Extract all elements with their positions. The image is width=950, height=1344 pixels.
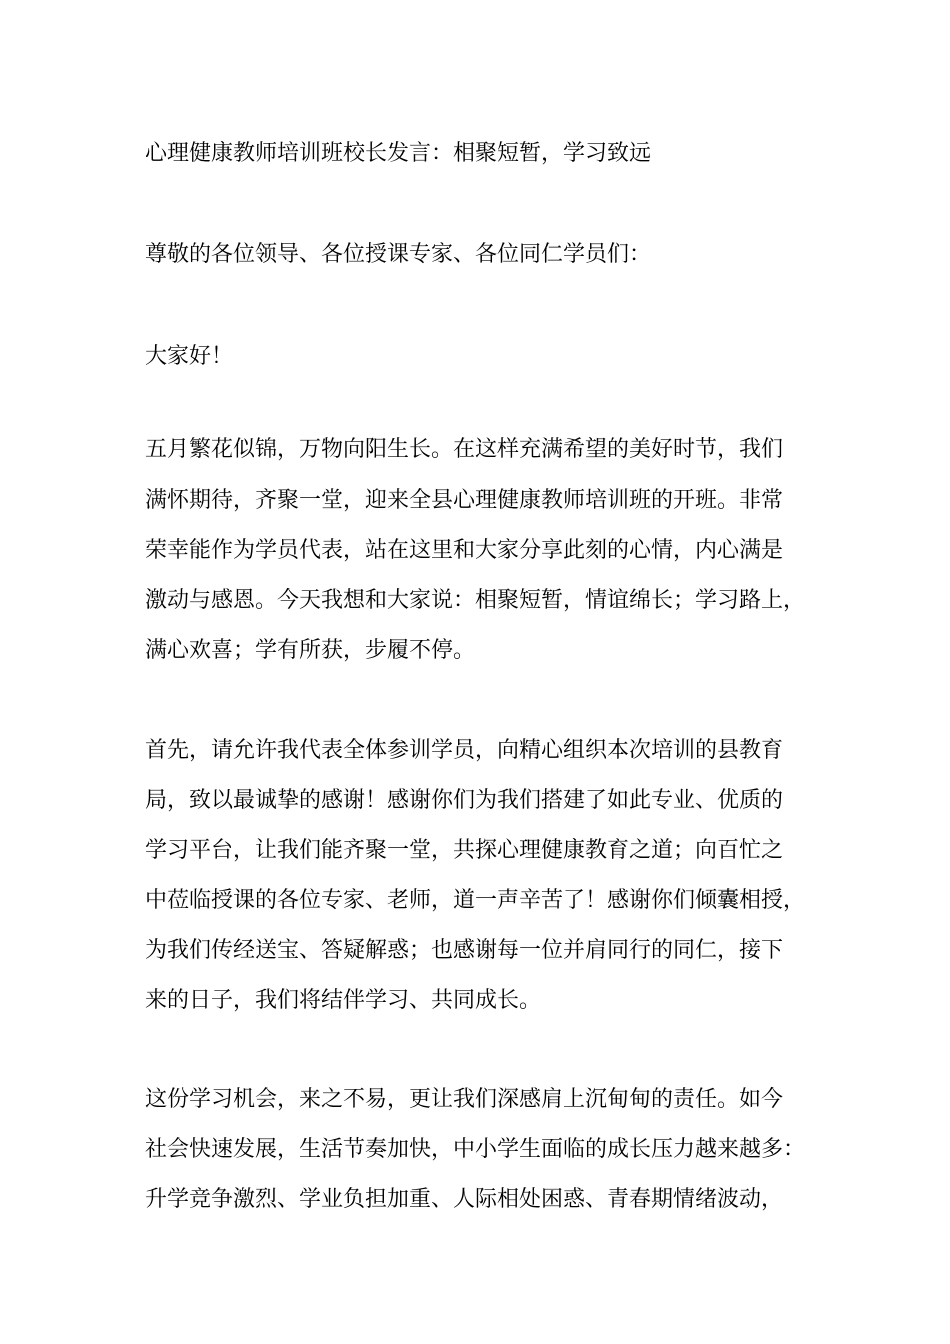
paragraph-line: 首先，请允许我代表全体参训学员，向精心组织本次培训的县教育 (145, 738, 784, 763)
paragraph-line: 升学竞争激烈、学业负担加重、人际相处困惑、青春期情绪波动， (145, 1187, 784, 1212)
paragraph-line: 学习平台，让我们能齐聚一堂，共探心理健康教育之道；向百忙之 (145, 838, 784, 863)
paragraph-line: 满心欢喜；学有所获，步履不停。 (145, 638, 476, 663)
paragraph-line: 为我们传经送宝、答疑解惑；也感谢每一位并肩同行的同仁，接下 (145, 938, 784, 963)
paragraph-line: 来的日子，我们将结伴学习、共同成长。 (145, 988, 542, 1013)
document-title: 心理健康教师培训班校长发言：相聚短暂，学习致远 (145, 141, 652, 166)
paragraph-line: 局，致以最诚挚的感谢！感谢你们为我们搭建了如此专业、优质的 (145, 788, 784, 813)
salutation-line: 尊敬的各位领导、各位授课专家、各位同仁学员们： (145, 242, 652, 267)
paragraph-line: 满怀期待，齐聚一堂，迎来全县心理健康教师培训班的开班。非常 (145, 488, 784, 513)
paragraph-line: 中莅临授课的各位专家、老师，道一声辛苦了！感谢你们倾囊相授， (145, 888, 806, 913)
paragraph-line: 激动与感恩。今天我想和大家说：相聚短暂，情谊绵长；学习路上， (145, 588, 806, 613)
paragraph-line: 荣幸能作为学员代表，站在这里和大家分享此刻的心情，内心满是 (145, 538, 784, 563)
paragraph-line: 五月繁花似锦，万物向阳生长。在这样充满希望的美好时节，我们 (145, 437, 784, 462)
paragraph-line: 这份学习机会，来之不易，更让我们深感肩上沉甸甸的责任。如今 (145, 1087, 784, 1112)
greeting-line: 大家好！ (145, 344, 234, 369)
paragraph-line: 社会快速发展，生活节奏加快，中小学生面临的成长压力越来越多： (145, 1137, 806, 1162)
